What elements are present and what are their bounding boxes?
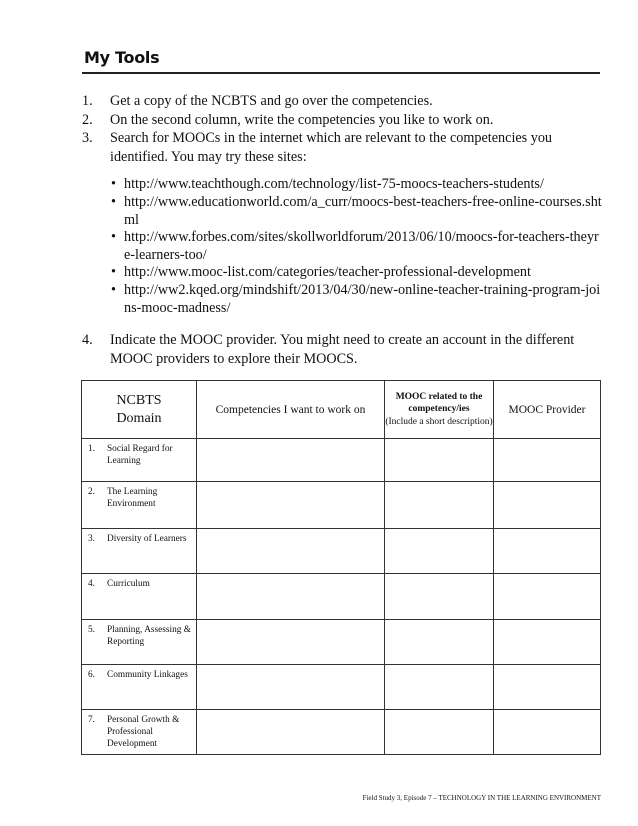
bullet-icon: •: [111, 281, 116, 298]
domain-number: 1.: [88, 444, 95, 454]
mooc-input-cell[interactable]: [385, 529, 494, 574]
provider-input-cell[interactable]: [494, 482, 601, 529]
domain-label: Planning, Assessing & Reporting: [107, 625, 191, 648]
domain-label: Community Linkages: [107, 670, 188, 680]
step-2: [82, 111, 602, 130]
bullet-icon: •: [111, 264, 116, 281]
provider-input-cell[interactable]: [494, 574, 601, 620]
competencies-input-cell[interactable]: [197, 482, 385, 529]
site-list: [111, 176, 602, 317]
mooc-input-cell[interactable]: [385, 439, 494, 482]
competencies-input-cell[interactable]: [197, 710, 385, 755]
step-1: [82, 92, 602, 111]
domain-label: The Learning Environment: [107, 487, 158, 510]
competencies-input-cell[interactable]: [197, 665, 385, 710]
header-mooc-provider: MOOC Provider: [494, 381, 601, 439]
header-ncbts-domain: [82, 381, 197, 439]
domain-label: Personal Growth & Professional Development: [107, 715, 180, 750]
step-text: Indicate the MOOC provider. You might need to create an account in the different MOOC providers to explore their MOOCS.: [110, 332, 575, 367]
site-item: [111, 176, 602, 194]
step-number: 2.: [82, 111, 93, 128]
domain-cell: [82, 482, 197, 529]
provider-input-cell[interactable]: [494, 665, 601, 710]
site-link[interactable]: http://www.mooc-list.com/categories/teacher-professional-development: [124, 264, 531, 281]
domain-number: 5.: [88, 625, 95, 635]
domain-cell: [82, 529, 197, 574]
mooc-input-cell[interactable]: [385, 620, 494, 665]
header-competencies: Competencies I want to work on: [197, 381, 385, 439]
mooc-input-cell[interactable]: [385, 574, 494, 620]
domain-number: 7.: [88, 715, 95, 725]
header-mooc-title: MOOC related to the competency/ies: [395, 391, 483, 415]
site-link[interactable]: http://www.teachthough.com/technology/list-75-moocs-teachers-students/: [124, 176, 544, 193]
competencies-input-cell[interactable]: [197, 439, 385, 482]
header-domain-label: Domain: [116, 410, 162, 426]
provider-input-cell[interactable]: [494, 710, 601, 755]
domain-label: Social Regard for Learning: [107, 444, 173, 467]
instructions-list: [82, 92, 602, 368]
step-4: [82, 331, 602, 368]
step-3: [82, 129, 602, 166]
domain-cell: [82, 574, 197, 620]
step-number: 1.: [82, 93, 93, 109]
table-row: [82, 482, 601, 529]
domain-number: 6.: [88, 670, 95, 680]
site-link[interactable]: http://ww2.kqed.org/mindshift/2013/04/30/new-online-teacher-training-program-joins-mooc-madness/: [124, 281, 601, 316]
provider-input-cell[interactable]: [494, 620, 601, 665]
domain-number: 4.: [88, 579, 95, 589]
table-header-row: [82, 381, 601, 439]
table-row: [82, 574, 601, 620]
domain-cell: [82, 620, 197, 665]
mooc-input-cell[interactable]: [385, 665, 494, 710]
table-row: [82, 620, 601, 665]
header-mooc-related: [385, 381, 494, 439]
step-text: On the second column, write the competencies you like to work on.: [110, 111, 494, 128]
domain-cell: [82, 439, 197, 482]
table-row: [82, 710, 601, 755]
step-number: 3.: [82, 130, 93, 147]
domain-label: Curriculum: [107, 579, 150, 589]
provider-input-cell[interactable]: [494, 529, 601, 574]
step-number: 4.: [82, 332, 93, 349]
step-text: Search for MOOCs in the internet which are relevant to the competencies you identified. You may try these sites:: [110, 130, 553, 165]
domain-label: Diversity of Learners: [107, 534, 187, 544]
bullet-icon: •: [111, 193, 116, 210]
domain-number: 2.: [88, 487, 95, 497]
domain-number: 3.: [88, 534, 95, 544]
table-row: [82, 439, 601, 482]
header-ncbts-label: NCBTS: [116, 392, 162, 408]
competencies-input-cell[interactable]: [197, 529, 385, 574]
site-item: [111, 264, 602, 282]
competencies-input-cell[interactable]: [197, 620, 385, 665]
page-title: My Tools: [84, 48, 160, 67]
step-text: Get a copy of the NCBTS and go over the competencies.: [110, 93, 433, 109]
bullet-icon: •: [111, 176, 116, 193]
table-row: [82, 529, 601, 574]
site-item: [111, 194, 602, 229]
site-link[interactable]: http://www.educationworld.com/a_curr/moocs-best-teachers-free-online-courses.shtml: [124, 193, 602, 228]
site-link[interactable]: http://www.forbes.com/sites/skollworldforum/2013/06/10/moocs-for-teachers-theyre-learners-too/: [124, 229, 599, 263]
provider-input-cell[interactable]: [494, 439, 601, 482]
site-item: [111, 282, 602, 317]
bullet-icon: •: [111, 229, 116, 246]
domain-cell: [82, 665, 197, 710]
page-footer: Field Study 3, Episode 7 – TECHNOLOGY IN THE LEARNING ENVIRONMENT: [362, 794, 601, 802]
competencies-input-cell[interactable]: [197, 574, 385, 620]
title-underline: [82, 72, 600, 74]
site-item: [111, 229, 602, 264]
table-row: [82, 665, 601, 710]
domain-cell: [82, 710, 197, 755]
mooc-input-cell[interactable]: [385, 710, 494, 755]
header-mooc-note: (Include a short description): [385, 416, 493, 427]
mooc-input-cell[interactable]: [385, 482, 494, 529]
mooc-table: [81, 380, 601, 755]
